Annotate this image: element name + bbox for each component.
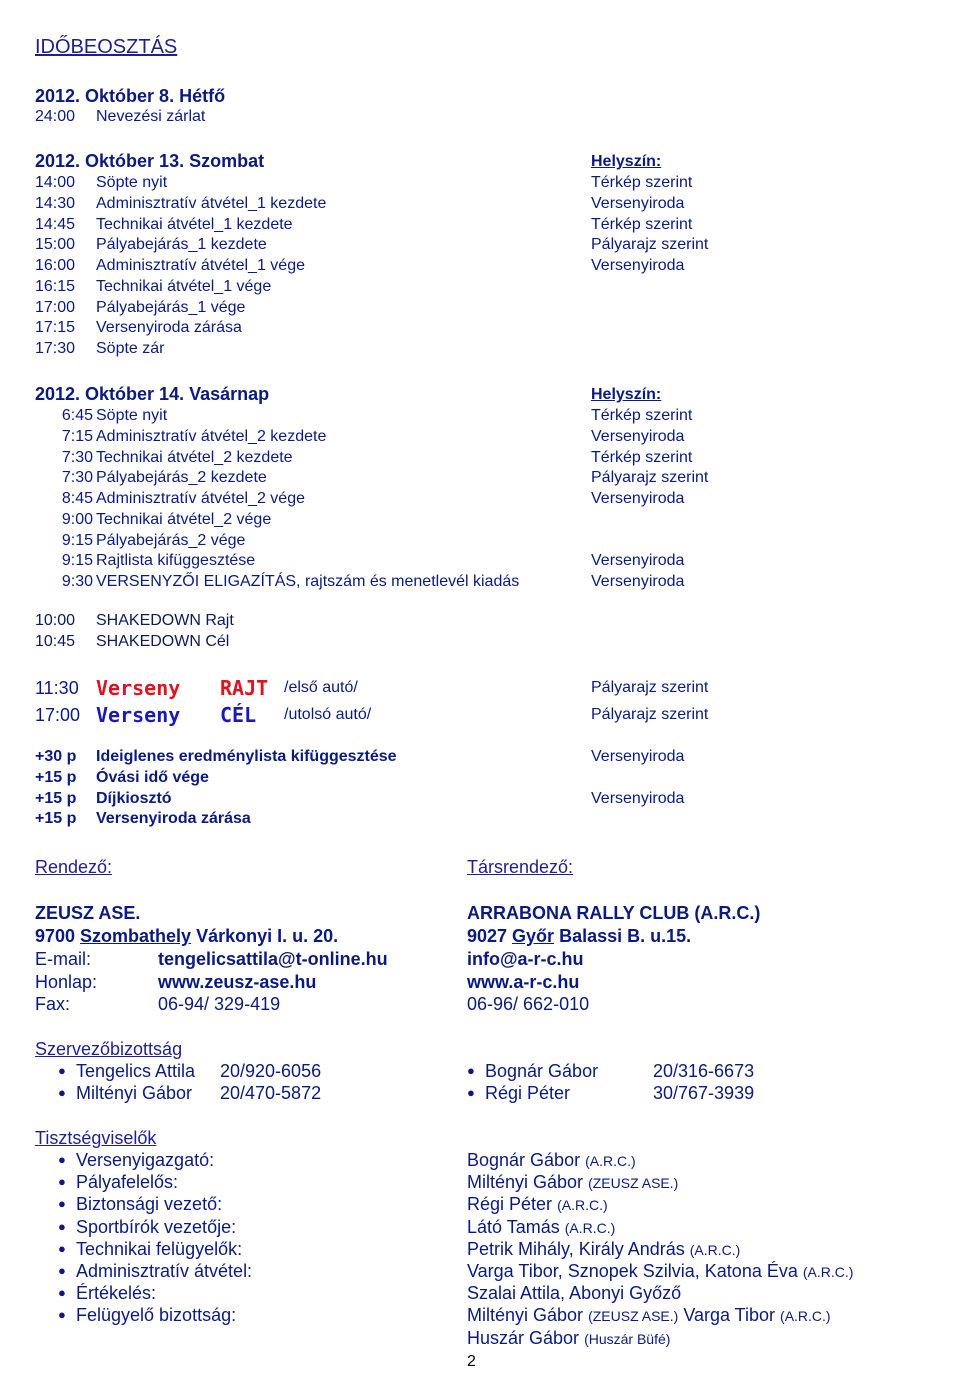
schedule-row xyxy=(0,490,960,510)
bullet-icon xyxy=(58,1194,75,1215)
schedule-row xyxy=(0,612,960,632)
race-finish-row xyxy=(0,703,960,727)
web-label: Honlap: xyxy=(35,972,98,992)
row-time: +30 p xyxy=(35,748,77,765)
race-note: /utolsó autó/ xyxy=(284,706,372,723)
row-event: Díjkiosztó xyxy=(96,789,172,807)
page-number: 2 xyxy=(467,1353,476,1370)
official-person: Régi Péter xyxy=(467,1194,553,1215)
row-location: Térkép szerint xyxy=(591,407,693,424)
race-word: Verseny xyxy=(96,703,181,727)
row-location: Versenyiroda xyxy=(591,490,685,507)
race-word: Verseny xyxy=(96,676,181,700)
row-event: Adminisztratív átvétel_1 kezdete xyxy=(96,194,327,212)
row-event: SHAKEDOWN Cél xyxy=(96,633,230,650)
row-event: Versenyiroda zárása xyxy=(96,319,242,337)
schedule-row xyxy=(0,532,960,552)
official-role-label: Adminisztratív átvétel: xyxy=(76,1261,253,1281)
schedule-row xyxy=(0,319,960,339)
row-time: 24:00 xyxy=(35,108,76,125)
row-time: 14:30 xyxy=(35,194,76,212)
member-phone: 30/767-3939 xyxy=(653,1083,755,1103)
bullet-icon xyxy=(58,1172,75,1193)
bullet-icon xyxy=(58,1283,75,1304)
row-event: Söpte nyit xyxy=(96,174,168,191)
official-extra xyxy=(467,1328,670,1349)
row-location: Versenyiroda xyxy=(591,257,685,274)
row-event: Pályabejárás_1 vége xyxy=(96,298,246,316)
row-event: Adminisztratív átvétel_2 vége xyxy=(96,490,305,507)
bullet-icon xyxy=(58,1239,75,1260)
row-event: Technikai átvétel_1 kezdete xyxy=(96,215,293,233)
row-time: 11:30 xyxy=(35,678,79,698)
organizer-fax: 06-94/ 329-419 xyxy=(158,994,281,1014)
row-time: 7:15 xyxy=(61,427,93,445)
row-time: 16:00 xyxy=(35,257,76,274)
official-person: Varga Tibor xyxy=(683,1305,776,1326)
row-event: Söpte nyit xyxy=(96,407,168,424)
member-name: Miltényi Gábor xyxy=(76,1083,193,1103)
row-event: Versenyiroda zárása xyxy=(96,810,251,828)
address-zip: 9700 xyxy=(35,926,81,946)
official-person: Szalai Attila, Abonyi Győző xyxy=(467,1283,682,1304)
page-heading: IDŐBEOSZTÁS xyxy=(35,36,178,58)
official-assignee xyxy=(467,1283,681,1304)
row-time: 9:30 xyxy=(61,573,93,590)
official-person: Petrik Mihály, Király András xyxy=(467,1238,685,1259)
day1-title: 2012. Október 8. Hétfő xyxy=(35,86,226,106)
official-club: (ZEUSZ ASE.) xyxy=(588,1308,679,1325)
address-city: Győr xyxy=(512,926,555,946)
organizer-web-link[interactable]: www.zeusz-ase.hu xyxy=(158,972,317,992)
official-role-label: Pályafelelős: xyxy=(76,1172,179,1193)
row-event: Nevezési zárlat xyxy=(96,108,206,125)
organizer-name: ZEUSZ ASE. xyxy=(35,903,141,923)
official-assignee xyxy=(467,1305,831,1326)
bullet-icon xyxy=(58,1061,75,1082)
official-club: (A.R.C.) xyxy=(780,1308,831,1325)
official-person: Huszár Gábor xyxy=(467,1328,580,1348)
row-location: Versenyiroda xyxy=(591,789,685,807)
day2-title: 2012. Október 13. Szombat xyxy=(35,151,265,171)
row-location: Versenyiroda xyxy=(591,573,685,590)
official-role-label: Értékelés: xyxy=(76,1283,157,1304)
official-assignee xyxy=(467,1150,636,1171)
day3-title: 2012. Október 14. Vasárnap xyxy=(35,384,270,404)
address-street: Balassi B. u.15. xyxy=(554,926,692,946)
row-location: Versenyiroda xyxy=(591,427,685,445)
official-person: Látó Tamás xyxy=(467,1216,560,1237)
co-organizer-email-link[interactable]: info@a-r-c.hu xyxy=(467,949,584,969)
row-event: Pályabejárás_2 kezdete xyxy=(96,469,267,487)
bullet-icon xyxy=(58,1150,75,1171)
official-person: Miltényi Gábor xyxy=(467,1305,584,1326)
schedule-row xyxy=(0,340,960,360)
official-role-label: Felügyelő bizottság: xyxy=(76,1305,237,1326)
row-time: 17:15 xyxy=(35,319,76,337)
official-person: Miltényi Gábor xyxy=(467,1172,584,1193)
day3-location-header: Helyszín: xyxy=(591,386,662,403)
schedule-row xyxy=(0,748,960,768)
race-note: /első autó/ xyxy=(284,679,358,696)
row-location: Térkép szerint xyxy=(591,215,693,233)
row-location: Versenyiroda xyxy=(591,552,685,570)
organizer-address xyxy=(35,926,338,947)
official-club: (Huszár Büfé) xyxy=(584,1331,671,1347)
organizer-heading: Rendező: xyxy=(35,857,113,877)
row-event: Adminisztratív átvétel_2 kezdete xyxy=(96,427,327,445)
official-person: Varga Tibor, Sznopek Szilvia, Katona Éva xyxy=(467,1261,798,1281)
row-time: 8:45 xyxy=(61,490,93,507)
official-role-label: Biztonsági vezető: xyxy=(76,1194,223,1215)
bullet-icon xyxy=(58,1083,75,1104)
official-club: (A.R.C.) xyxy=(557,1197,608,1214)
address-street: Várkonyi I. u. 20. xyxy=(191,926,339,946)
co-organizer-heading: Társrendező: xyxy=(467,857,574,877)
address-zip: 9027 xyxy=(467,926,513,946)
schedule-row xyxy=(0,299,960,319)
row-event: Pályabejárás_1 kezdete xyxy=(96,236,267,254)
row-time: 9:00 xyxy=(61,510,93,528)
schedule-row xyxy=(0,236,960,256)
official-club: (ZEUSZ ASE.) xyxy=(588,1175,679,1192)
row-time: 17:00 xyxy=(35,298,76,316)
official-club: (A.R.C.) xyxy=(585,1153,636,1169)
row-event: Óvási idő vége xyxy=(96,768,209,786)
row-time: +15 p xyxy=(35,810,77,828)
row-location: Pályarajz szerint xyxy=(591,469,709,487)
row-location: Pályarajz szerint xyxy=(591,236,709,254)
official-club: (A.R.C.) xyxy=(689,1241,741,1258)
fax-label: Fax: xyxy=(35,994,71,1014)
official-person: Bognár Gábor xyxy=(467,1150,581,1170)
schedule-row xyxy=(0,195,960,215)
bullet-icon xyxy=(467,1061,484,1082)
official-role-label: Technikai felügyelők: xyxy=(76,1238,243,1259)
row-location: Térkép szerint xyxy=(591,448,693,466)
bullet-icon xyxy=(467,1083,484,1104)
official-role-label: Sportbírók vezetője: xyxy=(76,1216,237,1237)
schedule-row xyxy=(0,769,960,789)
schedule-row xyxy=(0,810,960,830)
member-phone: 20/316-6673 xyxy=(653,1061,755,1081)
row-time: 7:30 xyxy=(61,448,93,466)
row-time: 15:00 xyxy=(35,236,76,254)
schedule-row xyxy=(0,511,960,531)
co-organizer-fax: 06-96/ 662-010 xyxy=(467,994,590,1014)
row-time: 17:00 xyxy=(35,705,81,725)
schedule-row xyxy=(0,278,960,298)
row-event: Rajtlista kifüggesztése xyxy=(96,552,256,570)
row-event: Ideiglenes eredménylista kifüggesztése xyxy=(96,748,397,765)
member-phone: 20/470-5872 xyxy=(220,1083,322,1103)
official-club: (A.R.C.) xyxy=(564,1219,616,1236)
race-mark-start: RAJT xyxy=(220,676,269,700)
official-role-label: Versenyigazgató: xyxy=(76,1150,215,1170)
schedule-row xyxy=(0,573,960,593)
email-label: E-mail: xyxy=(35,949,92,969)
race-start-row xyxy=(0,676,960,700)
co-organizer-web-link[interactable]: www.a-r-c.hu xyxy=(467,972,580,992)
schedule-row xyxy=(0,790,960,810)
schedule-row xyxy=(0,216,960,236)
bullet-icon xyxy=(58,1217,75,1238)
committee-heading: Szervezőbizottság xyxy=(35,1039,183,1059)
co-organizer-name: ARRABONA RALLY CLUB (A.R.C.) xyxy=(467,903,761,923)
member-name: Tengelics Attila xyxy=(76,1061,196,1081)
race-mark-finish: CÉL xyxy=(220,703,257,727)
member-name: Régi Péter xyxy=(485,1083,571,1103)
row-event: Technikai átvétel_2 vége xyxy=(96,510,272,528)
row-time: 9:15 xyxy=(61,531,93,549)
official-assignee xyxy=(467,1239,740,1260)
member-phone: 20/920-6056 xyxy=(220,1061,322,1081)
row-time: 7:30 xyxy=(61,469,93,487)
schedule-row xyxy=(0,108,960,128)
officials-heading: Tisztségviselők xyxy=(35,1128,157,1148)
row-location: Versenyiroda xyxy=(591,748,685,765)
row-location: Versenyiroda xyxy=(591,194,685,212)
row-time: 14:00 xyxy=(35,174,76,191)
row-event: Technikai átvétel_1 vége xyxy=(96,277,272,295)
row-event: Adminisztratív átvétel_1 vége xyxy=(96,257,305,274)
row-time: 14:45 xyxy=(35,215,76,233)
row-time: 9:15 xyxy=(61,552,93,570)
row-time: 6:45 xyxy=(61,407,93,424)
row-event: VERSENYZŐI ELIGAZÍTÁS, rajtszám és menetlevél kiadás xyxy=(96,573,520,590)
row-location: Pályarajz szerint xyxy=(591,679,709,696)
bullet-icon xyxy=(58,1261,75,1282)
co-organizer-address xyxy=(467,926,691,947)
row-time: 10:45 xyxy=(35,633,76,650)
official-club: (A.R.C.) xyxy=(802,1264,854,1280)
row-event: Söpte zár xyxy=(96,340,165,357)
bullet-icon xyxy=(58,1305,75,1326)
schedule-row xyxy=(0,174,960,194)
row-event: SHAKEDOWN Rajt xyxy=(96,612,234,629)
row-time: 16:15 xyxy=(35,277,76,295)
row-time: 17:30 xyxy=(35,340,76,357)
schedule-row xyxy=(0,449,960,469)
schedule-row xyxy=(0,407,960,427)
official-assignee xyxy=(467,1217,615,1238)
organizer-email-link[interactable]: tengelicsattila@t-online.hu xyxy=(158,949,388,969)
official-assignee xyxy=(467,1261,853,1282)
schedule-row xyxy=(0,428,960,448)
official-assignee xyxy=(467,1172,678,1193)
row-time: +15 p xyxy=(35,789,77,807)
row-event: Pályabejárás_2 vége xyxy=(96,531,246,549)
schedule-row xyxy=(0,552,960,572)
schedule-row xyxy=(0,469,960,489)
member-name: Bognár Gábor xyxy=(485,1061,599,1081)
row-event: Technikai átvétel_2 kezdete xyxy=(96,448,293,466)
address-city: Szombathely xyxy=(80,926,192,946)
official-assignee xyxy=(467,1194,608,1215)
schedule-row xyxy=(0,257,960,277)
schedule-row xyxy=(0,633,960,653)
row-location: Térkép szerint xyxy=(591,174,693,191)
row-time: +15 p xyxy=(35,768,77,786)
row-time: 10:00 xyxy=(35,612,76,629)
day2-location-header: Helyszín: xyxy=(591,153,662,170)
row-location: Pályarajz szerint xyxy=(591,706,709,723)
